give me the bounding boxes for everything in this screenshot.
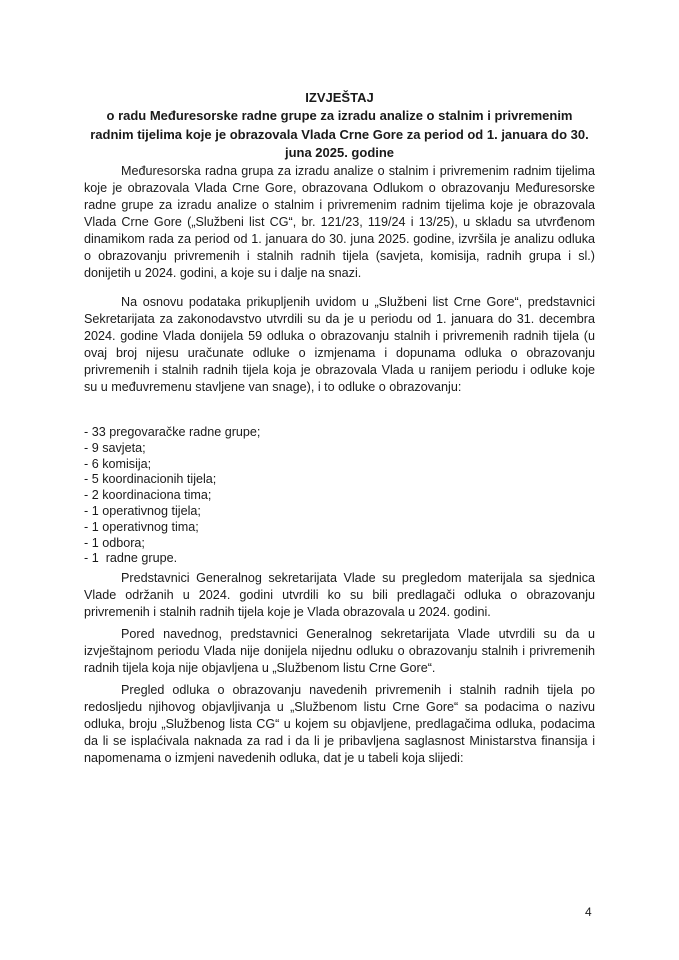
title-heading: IZVJEŠTAJ [305, 90, 374, 105]
title-subheading: o radu Međuresorske radne grupe za izradu analize o stalnim i privremenim radnim tijelima koje je obrazovala Vlada Crne Gore za period od 1. januara do 30. juna 2025. godine [90, 108, 589, 160]
list-item: - 1 operativnog tijela; [84, 503, 201, 518]
list-item: - 9 savjeta; [84, 440, 146, 455]
list-item: - 1 odbora; [84, 535, 145, 550]
paragraph-table-overview: Pregled odluka o obrazovanju navedenih privremenih i stalnih radnih tijela po redosljedu njihovog objavljivanja u „Službenom listu Crne Gore“ sa podacima o nazivu odluka, broju „Službenog lista CG“ u kojem su objavljene, predlagačima odluka, podacima da li se isplaćivala naknada za rad i da li je pribavljena saglasnost Ministarstva finansija i napomenama o izmjeni navedenih odluka, dat je u tabeli koja slijedi: [84, 683, 595, 765]
document-title [84, 89, 595, 162]
paragraph-intro: Međuresorska radna grupa za izradu analize o stalnim i privremenim radnim tijelima koje je obrazovala Vlada Crne Gore, obrazovana Odlukom o obrazovanju Međuresorske radne grupe za izradu analize o stalnim i privremenim radnim tijelima koje je obrazovala Vlada Crne Gore („Službeni list CG“, br. 121/23, 119/24 i 13/25), u skladu sa utvrđenom dinamikom rada za period od 1. januara do 30. juna 2025. godine, izvršila je analizu odluka o obrazovanju privremenih i stalnih radnih tijela (savjeta, komisija, radnih grupa i sl.) donijetih u 2024. godini, a koje su i dalje na snazi. [84, 164, 595, 280]
list-item: - 33 pregovaračke radne grupe; [84, 425, 261, 439]
paragraph-unpublished: Pored navednog, predstavnici Generalnog sekretarijata Vlade utvrdili su da u izvještajnom periodu Vlada nije donijela nijednu odluku o obrazovanju stalnih i privremenih radnih tijela koja nije objavljena u „Službenom listu Crne Gore“. [84, 627, 595, 675]
paragraph-decisions-count: Na osnovu podataka prikupljenih uvidom u „Službeni list Crne Gore“, predstavnici Sekretarijata za zakonodavstvo utvrdili su da je u periodu od 1. januara do 31. decembra 2024. godine Vlada donijela 59 odluka o obrazovanju stalnih i privremenih radnih tijela (u ovaj broj nijesu uračunate odluke o izmjenama i dopunama odluka o obrazovanju privremenih i stalnih radnih tijela koja je obrazovala Vlada u ranijem periodu i odluke koje su u međuvremenu stavljene van snage), i to odluke o obrazovanju: [84, 295, 595, 394]
paragraph-proposers: Predstavnici Generalnog sekretarijata Vlade su pregledom materijala sa sjednica Vlade održanih u 2024. godini utvrdili ko su bili predlagači odluka o obrazovanju privremenih i stalnih radnih tijela koje je Vlada obrazovala u 2024. godini. [84, 571, 595, 619]
list-item: - 1 radne grupe. [84, 551, 178, 566]
list-item: - 6 komisija; [84, 456, 152, 471]
page-number: 4 [585, 905, 592, 919]
decision-type-list [84, 425, 595, 567]
list-item: - 5 koordinacionih tijela; [84, 472, 217, 487]
list-item: - 1 operativnog tima; [84, 519, 199, 534]
list-item: - 2 koordinaciona tima; [84, 488, 212, 503]
